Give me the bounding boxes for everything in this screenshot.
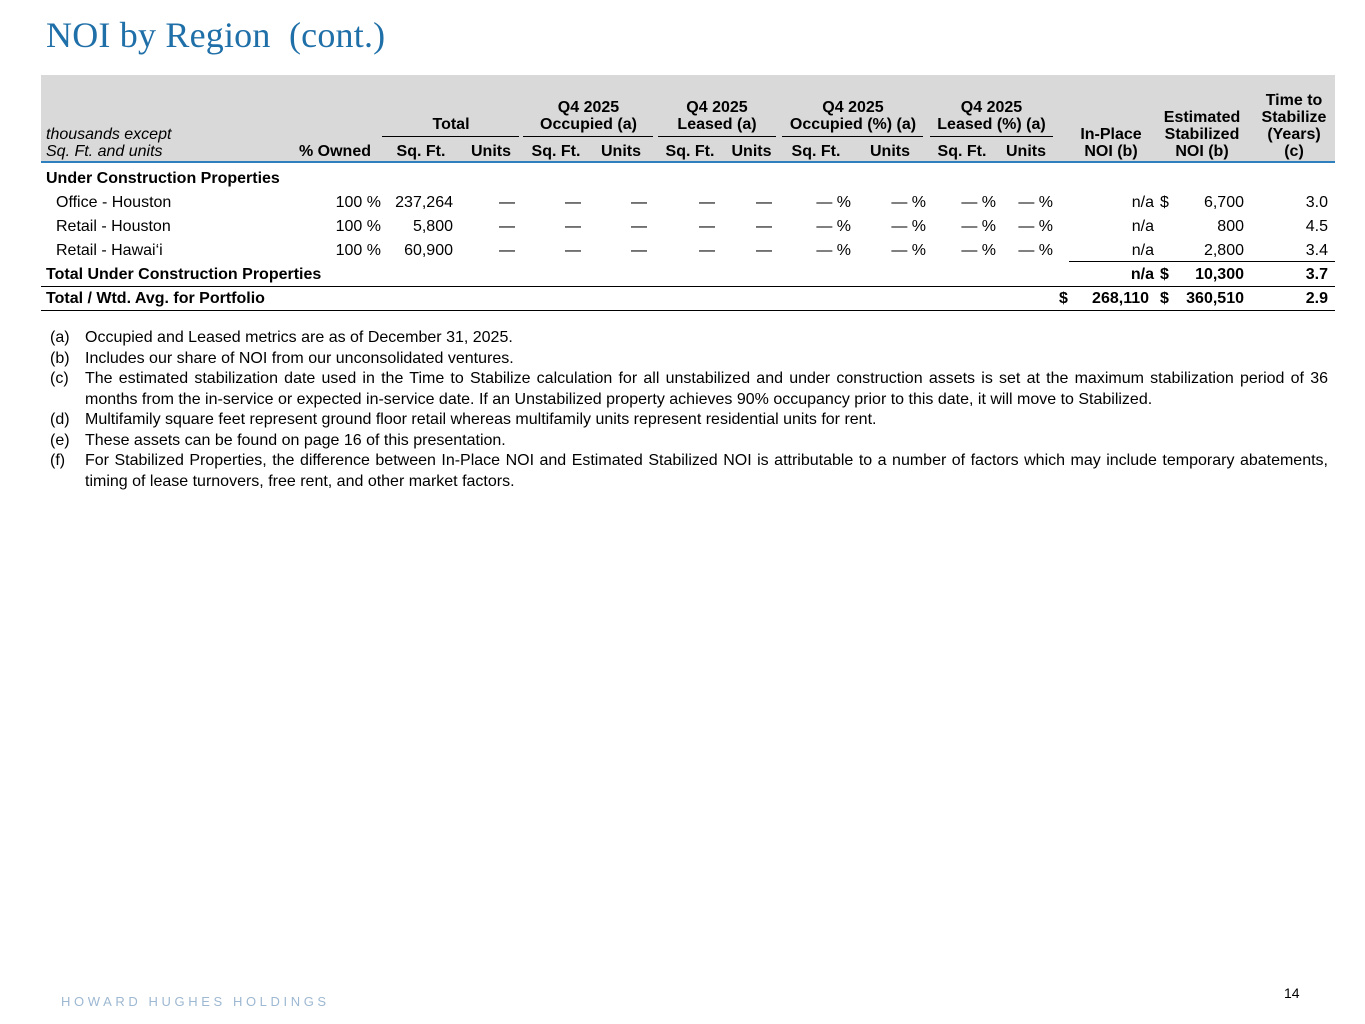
footnote — [50, 451, 1328, 492]
row-occp-sqft: — % — [816, 194, 851, 211]
header-inplace-l1: In-Place — [1080, 126, 1142, 143]
header-estimated-l1: Estimated — [1163, 109, 1241, 126]
footnote-text: These assets can be found on page 16 of this presentation. — [85, 431, 506, 449]
row-time: 3.0 — [1305, 194, 1328, 211]
row-est: 800 — [1217, 218, 1244, 235]
header-time-l2: Stabilize — [1261, 109, 1327, 126]
row-lease-sqft: — — [699, 194, 715, 211]
total-uc-label: Total Under Construction Properties — [46, 266, 322, 283]
row-occp-units: — % — [891, 242, 926, 259]
row-est: 2,800 — [1203, 242, 1244, 259]
total-uc-est: 10,300 — [1195, 266, 1244, 283]
row-sqft: 5,800 — [412, 218, 453, 235]
footnote — [50, 431, 1328, 452]
row-lease-units: — — [756, 194, 772, 211]
total-portfolio-inplace: 268,110 — [1092, 290, 1149, 307]
row-leasep-sqft: — % — [961, 218, 996, 235]
footnotes — [50, 328, 1328, 492]
footnote — [50, 369, 1328, 410]
row-leasep-sqft: — % — [961, 242, 996, 259]
footnote-label: (b) — [50, 349, 70, 367]
page-number: 14 — [1284, 985, 1300, 1001]
total-rule — [41, 286, 1335, 287]
header-sub-sqft: Sq. Ft. — [937, 143, 987, 160]
footnote-label: (a) — [50, 329, 70, 346]
footnote — [50, 349, 1328, 370]
footnote-label: (d) — [50, 411, 70, 428]
header-underline — [930, 136, 1053, 137]
page-title: NOI by Region (cont.) — [46, 15, 386, 55]
footnote-text: Includes our share of NOI from our unconsolidated ventures. — [85, 349, 514, 367]
row-units: — — [499, 194, 515, 211]
row-inplace: n/a — [1131, 242, 1154, 259]
header-sub-units: Units — [601, 143, 641, 160]
header-time-l1: Time to — [1265, 92, 1323, 109]
row-inplace: n/a — [1131, 194, 1154, 211]
header-sub-units: Units — [870, 143, 910, 160]
header-underline — [382, 136, 519, 137]
footnote-label: (f) — [50, 452, 66, 469]
total-uc-est-currency: $ — [1160, 266, 1169, 283]
row-owned: 100 % — [335, 218, 381, 235]
total-portfolio-est: 360,510 — [1186, 290, 1244, 307]
row-lease-sqft: — — [699, 218, 715, 235]
row-occp-sqft: — % — [816, 242, 851, 259]
row-occ-units: — — [631, 242, 647, 259]
row-name: Office - Houston — [56, 194, 172, 211]
row-leasep-units: — % — [1018, 218, 1053, 235]
header-row-label-line2: Sq. Ft. and units — [46, 143, 163, 160]
header-group-leased-pct-l1: Q4 2025 — [960, 99, 1023, 116]
row-lease-units: — — [756, 218, 772, 235]
row-lease-sqft: — — [699, 242, 715, 259]
row-name: Retail - Houston — [56, 218, 171, 235]
row-leasep-units: — % — [1018, 194, 1053, 211]
header-sub-sqft: Sq. Ft. — [396, 143, 446, 160]
subtotal-rule — [1069, 261, 1335, 262]
header-sub-sqft: Sq. Ft. — [531, 143, 581, 160]
row-leasep-units: — % — [1018, 242, 1053, 259]
header-group-leased-l2: Leased (a) — [677, 116, 757, 133]
header-group-leased-l1: Q4 2025 — [686, 99, 748, 116]
row-time: 3.4 — [1305, 242, 1328, 259]
row-lease-units: — — [756, 242, 772, 259]
total-portfolio-time: 2.9 — [1305, 290, 1328, 307]
row-sqft: 60,900 — [404, 242, 453, 259]
header-time-l3: (Years) — [1267, 126, 1321, 143]
footnote-text: Multifamily square feet represent ground floor retail whereas multifamily units represent residential units for rent. — [85, 411, 877, 428]
header-group-occupied-pct-l2: Occupied (%) (a) — [789, 116, 917, 133]
row-name: Retail - Hawai‘i — [56, 242, 163, 259]
total-uc-inplace: n/a — [1130, 266, 1154, 283]
row-owned: 100 % — [335, 194, 381, 211]
header-group-total: Total — [432, 116, 470, 133]
header-group-occupied-pct-l1: Q4 2025 — [822, 99, 884, 116]
footnote-text: Occupied and Leased metrics are as of December 31, 2025. — [85, 329, 513, 346]
header-owned: % Owned — [298, 143, 371, 160]
total-uc-time: 3.7 — [1305, 266, 1328, 283]
row-units: — — [499, 218, 515, 235]
row-occ-units: — — [631, 194, 647, 211]
header-sub-units: Units — [471, 143, 511, 160]
row-occ-sqft: — — [565, 194, 581, 211]
row-occp-units: — % — [891, 218, 926, 235]
noi-table — [41, 75, 1335, 315]
row-occ-units: — — [631, 218, 647, 235]
footnote-text: The estimated stabilization date used in the Time to Stabilize calculation for all unstabilized and under construction assets is set at the maximum stabilization period of 36 months from the in-service or expected in-service date. If an Unstabilized property achieves 90% occupancy prior to this date, it will move to Stabilized. — [85, 370, 1328, 408]
row-time: 4.5 — [1305, 218, 1328, 235]
header-sub-units: Units — [1006, 143, 1046, 160]
total-portfolio-est-currency: $ — [1160, 290, 1169, 307]
row-leasep-sqft: — % — [961, 194, 996, 211]
footnote-text: For Stabilized Properties, the difference between In-Place NOI and Estimated Stabilized NOI is attributable to a number of factors which may include temporary abatements, timing of lease turnovers, free rent, and other market factors. — [85, 452, 1328, 490]
header-estimated-l2: Stabilized — [1164, 126, 1240, 143]
footnote-label: (e) — [50, 431, 70, 449]
header-underline — [782, 136, 923, 137]
header-group-occupied-l2: Occupied (a) — [540, 116, 637, 133]
footnote — [50, 410, 1328, 431]
header-group-leased-pct-l2: Leased (%) (a) — [937, 116, 1046, 133]
header-sub-units: Units — [731, 143, 772, 160]
row-est: 6,700 — [1203, 194, 1244, 211]
row-sqft: 237,264 — [395, 194, 453, 211]
total-portfolio-inplace-currency: $ — [1059, 290, 1068, 307]
header-inplace-l2: NOI (b) — [1084, 143, 1138, 160]
header-sub-sqft: Sq. Ft. — [791, 143, 841, 160]
header-sub-sqft: Sq. Ft. — [665, 143, 715, 160]
header-row-label-line1: thousands except — [46, 126, 172, 143]
row-units: — — [499, 242, 515, 259]
section-title: Under Construction Properties — [46, 170, 280, 187]
header-group-occupied-l1: Q4 2025 — [557, 99, 620, 116]
footnote — [50, 328, 1328, 349]
header-time-l4: (c) — [1284, 143, 1304, 160]
total-portfolio-label: Total / Wtd. Avg. for Portfolio — [46, 290, 265, 307]
footnote-label: (c) — [50, 370, 69, 387]
row-occ-sqft: — — [565, 242, 581, 259]
header-underline — [658, 136, 776, 137]
row-est-currency: $ — [1160, 194, 1169, 211]
header-underline — [523, 136, 653, 137]
row-inplace: n/a — [1131, 218, 1154, 235]
header-estimated-l3: NOI (b) — [1175, 143, 1229, 160]
bottom-rule — [41, 310, 1335, 311]
row-occp-units: — % — [891, 194, 926, 211]
row-occp-sqft: — % — [816, 218, 851, 235]
row-occ-sqft: — — [565, 218, 581, 235]
row-owned: 100 % — [335, 242, 381, 259]
brand-wordmark: HOWARD HUGHES HOLDINGS — [61, 994, 330, 1009]
